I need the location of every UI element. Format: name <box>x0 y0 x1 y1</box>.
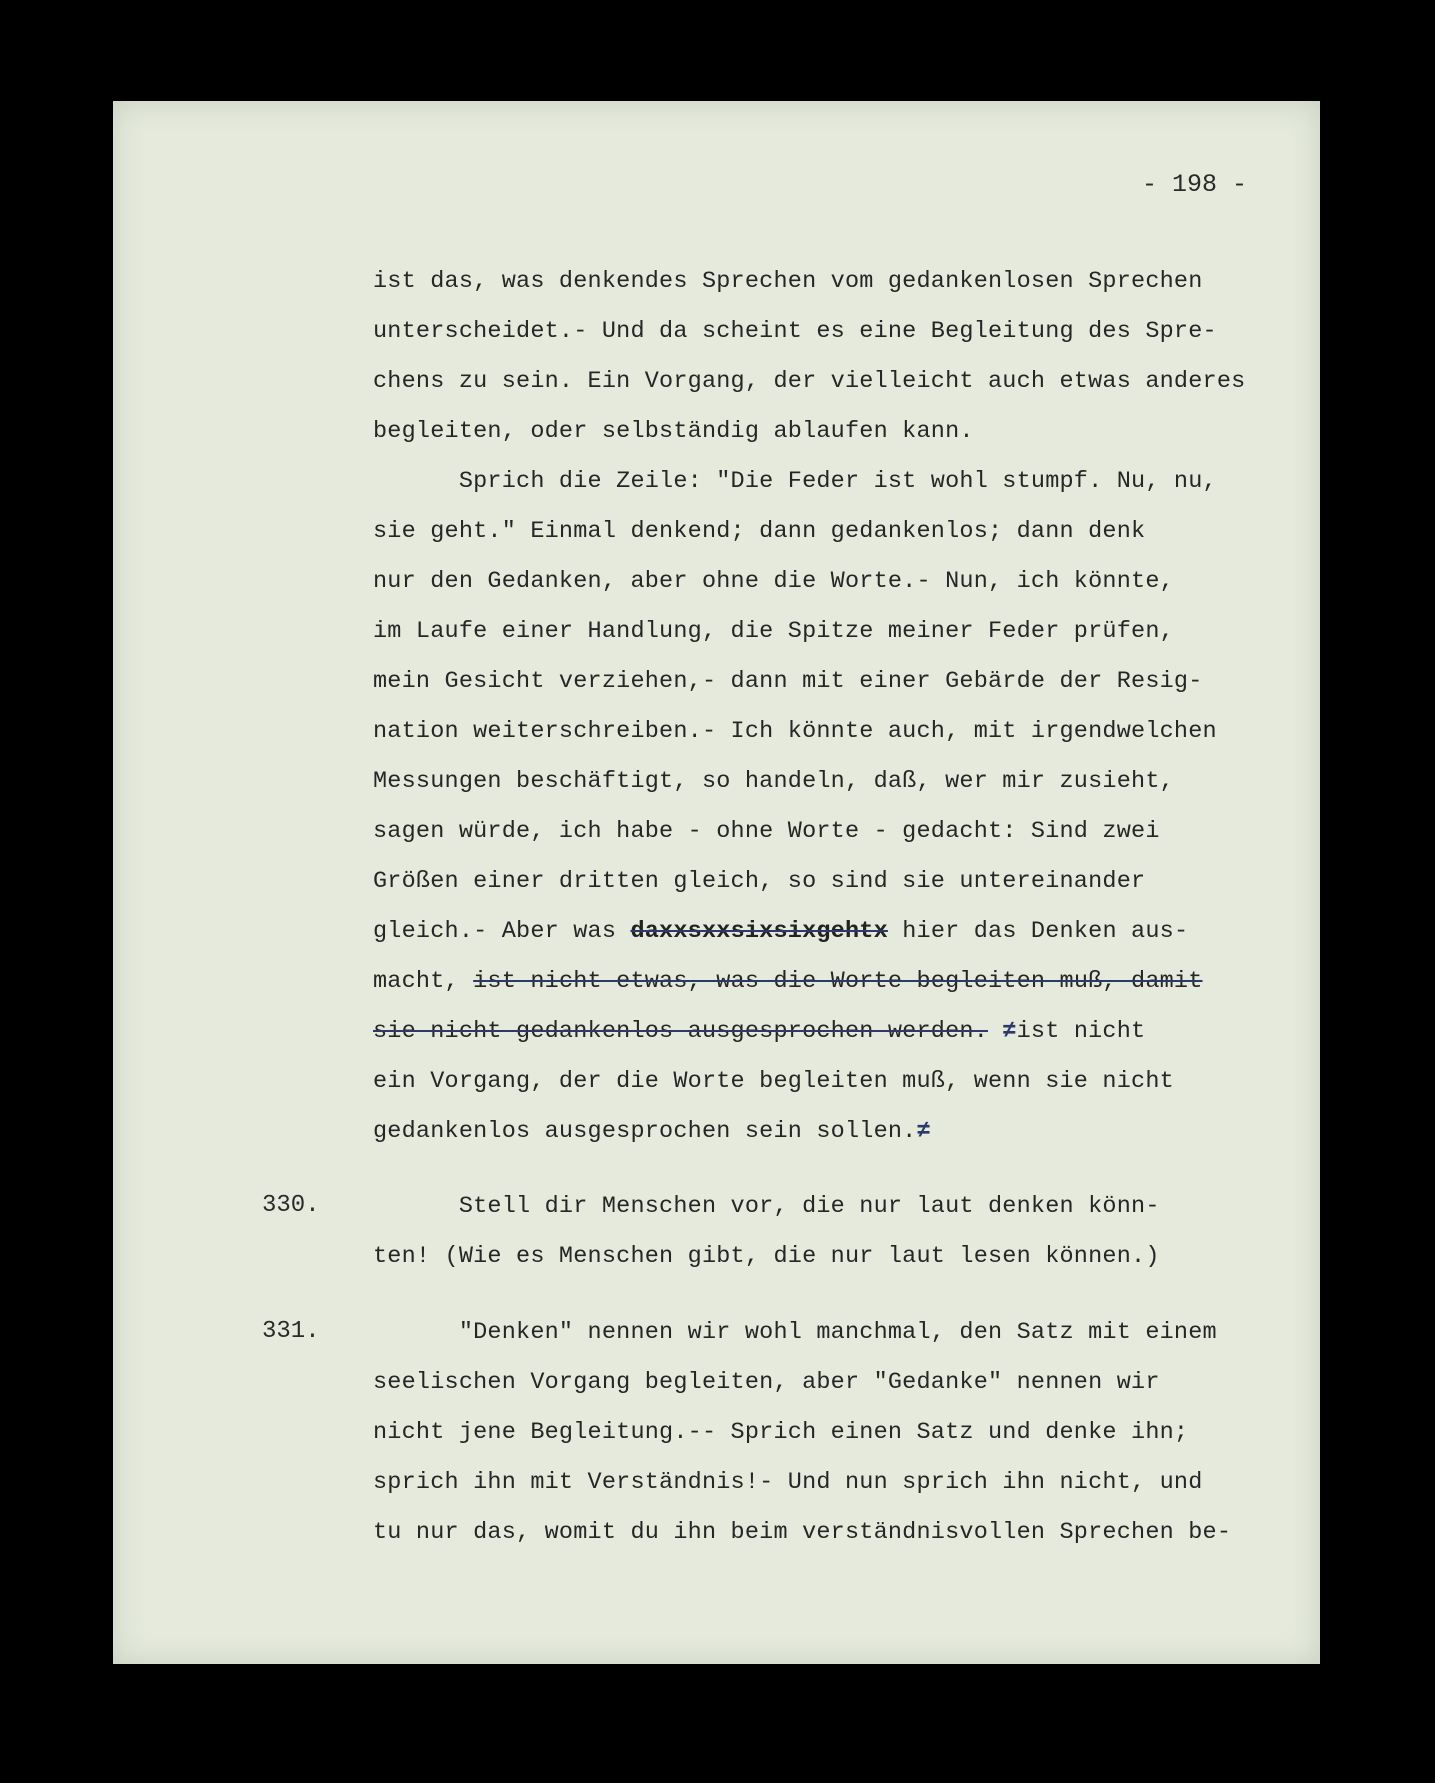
typed-over-deletion: daxxsxxsixsixgehtx <box>630 918 888 945</box>
text-line: seelischen Vorgang begleiten, aber "Gedanke" nennen wir <box>373 1369 1160 1396</box>
text-line: Sprich die Zeile: "Die Feder ist wohl stumpf. Nu, nu, <box>373 468 1217 495</box>
text-line-with-deletion <box>373 918 1188 945</box>
paragraph-number: 330. <box>262 1192 320 1219</box>
text-line: Größen einer dritten gleich, so sind sie untereinander <box>373 868 1146 895</box>
text-line: tu nur das, womit du ihn beim verständnisvollen Sprechen be- <box>373 1519 1232 1546</box>
handwritten-insertion-mark: ≠ <box>988 1018 1017 1045</box>
text-line: im Laufe einer Handlung, die Spitze meiner Feder prüfen, <box>373 618 1174 645</box>
page-number: - 198 - <box>1142 170 1248 199</box>
text-line: sie geht." Einmal denkend; dann gedankenlos; dann denk <box>373 518 1146 545</box>
crossed-out-passage: ist nicht etwas, was die Worte begleiten muß, damit <box>473 968 1203 995</box>
text-line: sprich ihn mit Verständnis!- Und nun sprich ihn nicht, und <box>373 1469 1203 1496</box>
line-text: macht, <box>373 968 474 995</box>
text-line: nur den Gedanken, aber ohne die Worte.- Nun, ich könnte, <box>373 568 1174 595</box>
text-line: "Denken" nennen wir wohl manchmal, den Satz mit einem <box>373 1319 1217 1346</box>
text-line: Stell dir Menschen vor, die nur laut denken könn- <box>373 1193 1160 1220</box>
text-line: unterscheidet.- Und da scheint es eine Begleitung des Spre- <box>373 318 1217 345</box>
line-text: gedankenlos ausgesprochen sein sollen. <box>373 1118 917 1145</box>
line-text: ist nicht <box>1016 1018 1146 1045</box>
text-line-with-deletion <box>373 968 1203 995</box>
text-line: begleiten, oder selbständig ablaufen kann. <box>373 418 974 445</box>
text-line: ein Vorgang, der die Worte begleiten muß, wenn sie nicht <box>373 1068 1174 1095</box>
text-line-with-deletion <box>373 1018 1145 1045</box>
paragraph-number: 331. <box>262 1318 320 1345</box>
text-line: sagen würde, ich habe - ohne Worte - gedacht: Sind zwei <box>373 818 1160 845</box>
text-line: ten! (Wie es Menschen gibt, die nur laut lesen können.) <box>373 1243 1160 1270</box>
handwritten-insertion-mark: ≠ <box>916 1118 931 1145</box>
line-text: gleich.- Aber was <box>373 918 631 945</box>
crossed-out-passage: sie nicht gedankenlos ausgesprochen werden. <box>373 1018 988 1045</box>
text-line-with-mark <box>373 1118 931 1145</box>
text-line: chens zu sein. Ein Vorgang, der vielleicht auch etwas anderes <box>373 368 1246 395</box>
text-line: mein Gesicht verziehen,- dann mit einer Gebärde der Resig- <box>373 668 1203 695</box>
text-line: Messungen beschäftigt, so handeln, daß, wer mir zusieht, <box>373 768 1174 795</box>
text-line: ist das, was denkendes Sprechen vom gedankenlosen Sprechen <box>373 268 1203 295</box>
text-line: nicht jene Begleitung.-- Sprich einen Satz und denke ihn; <box>373 1419 1189 1446</box>
line-text: hier das Denken aus- <box>887 918 1189 945</box>
text-line: nation weiterschreiben.- Ich könnte auch, mit irgendwelchen <box>373 718 1217 745</box>
